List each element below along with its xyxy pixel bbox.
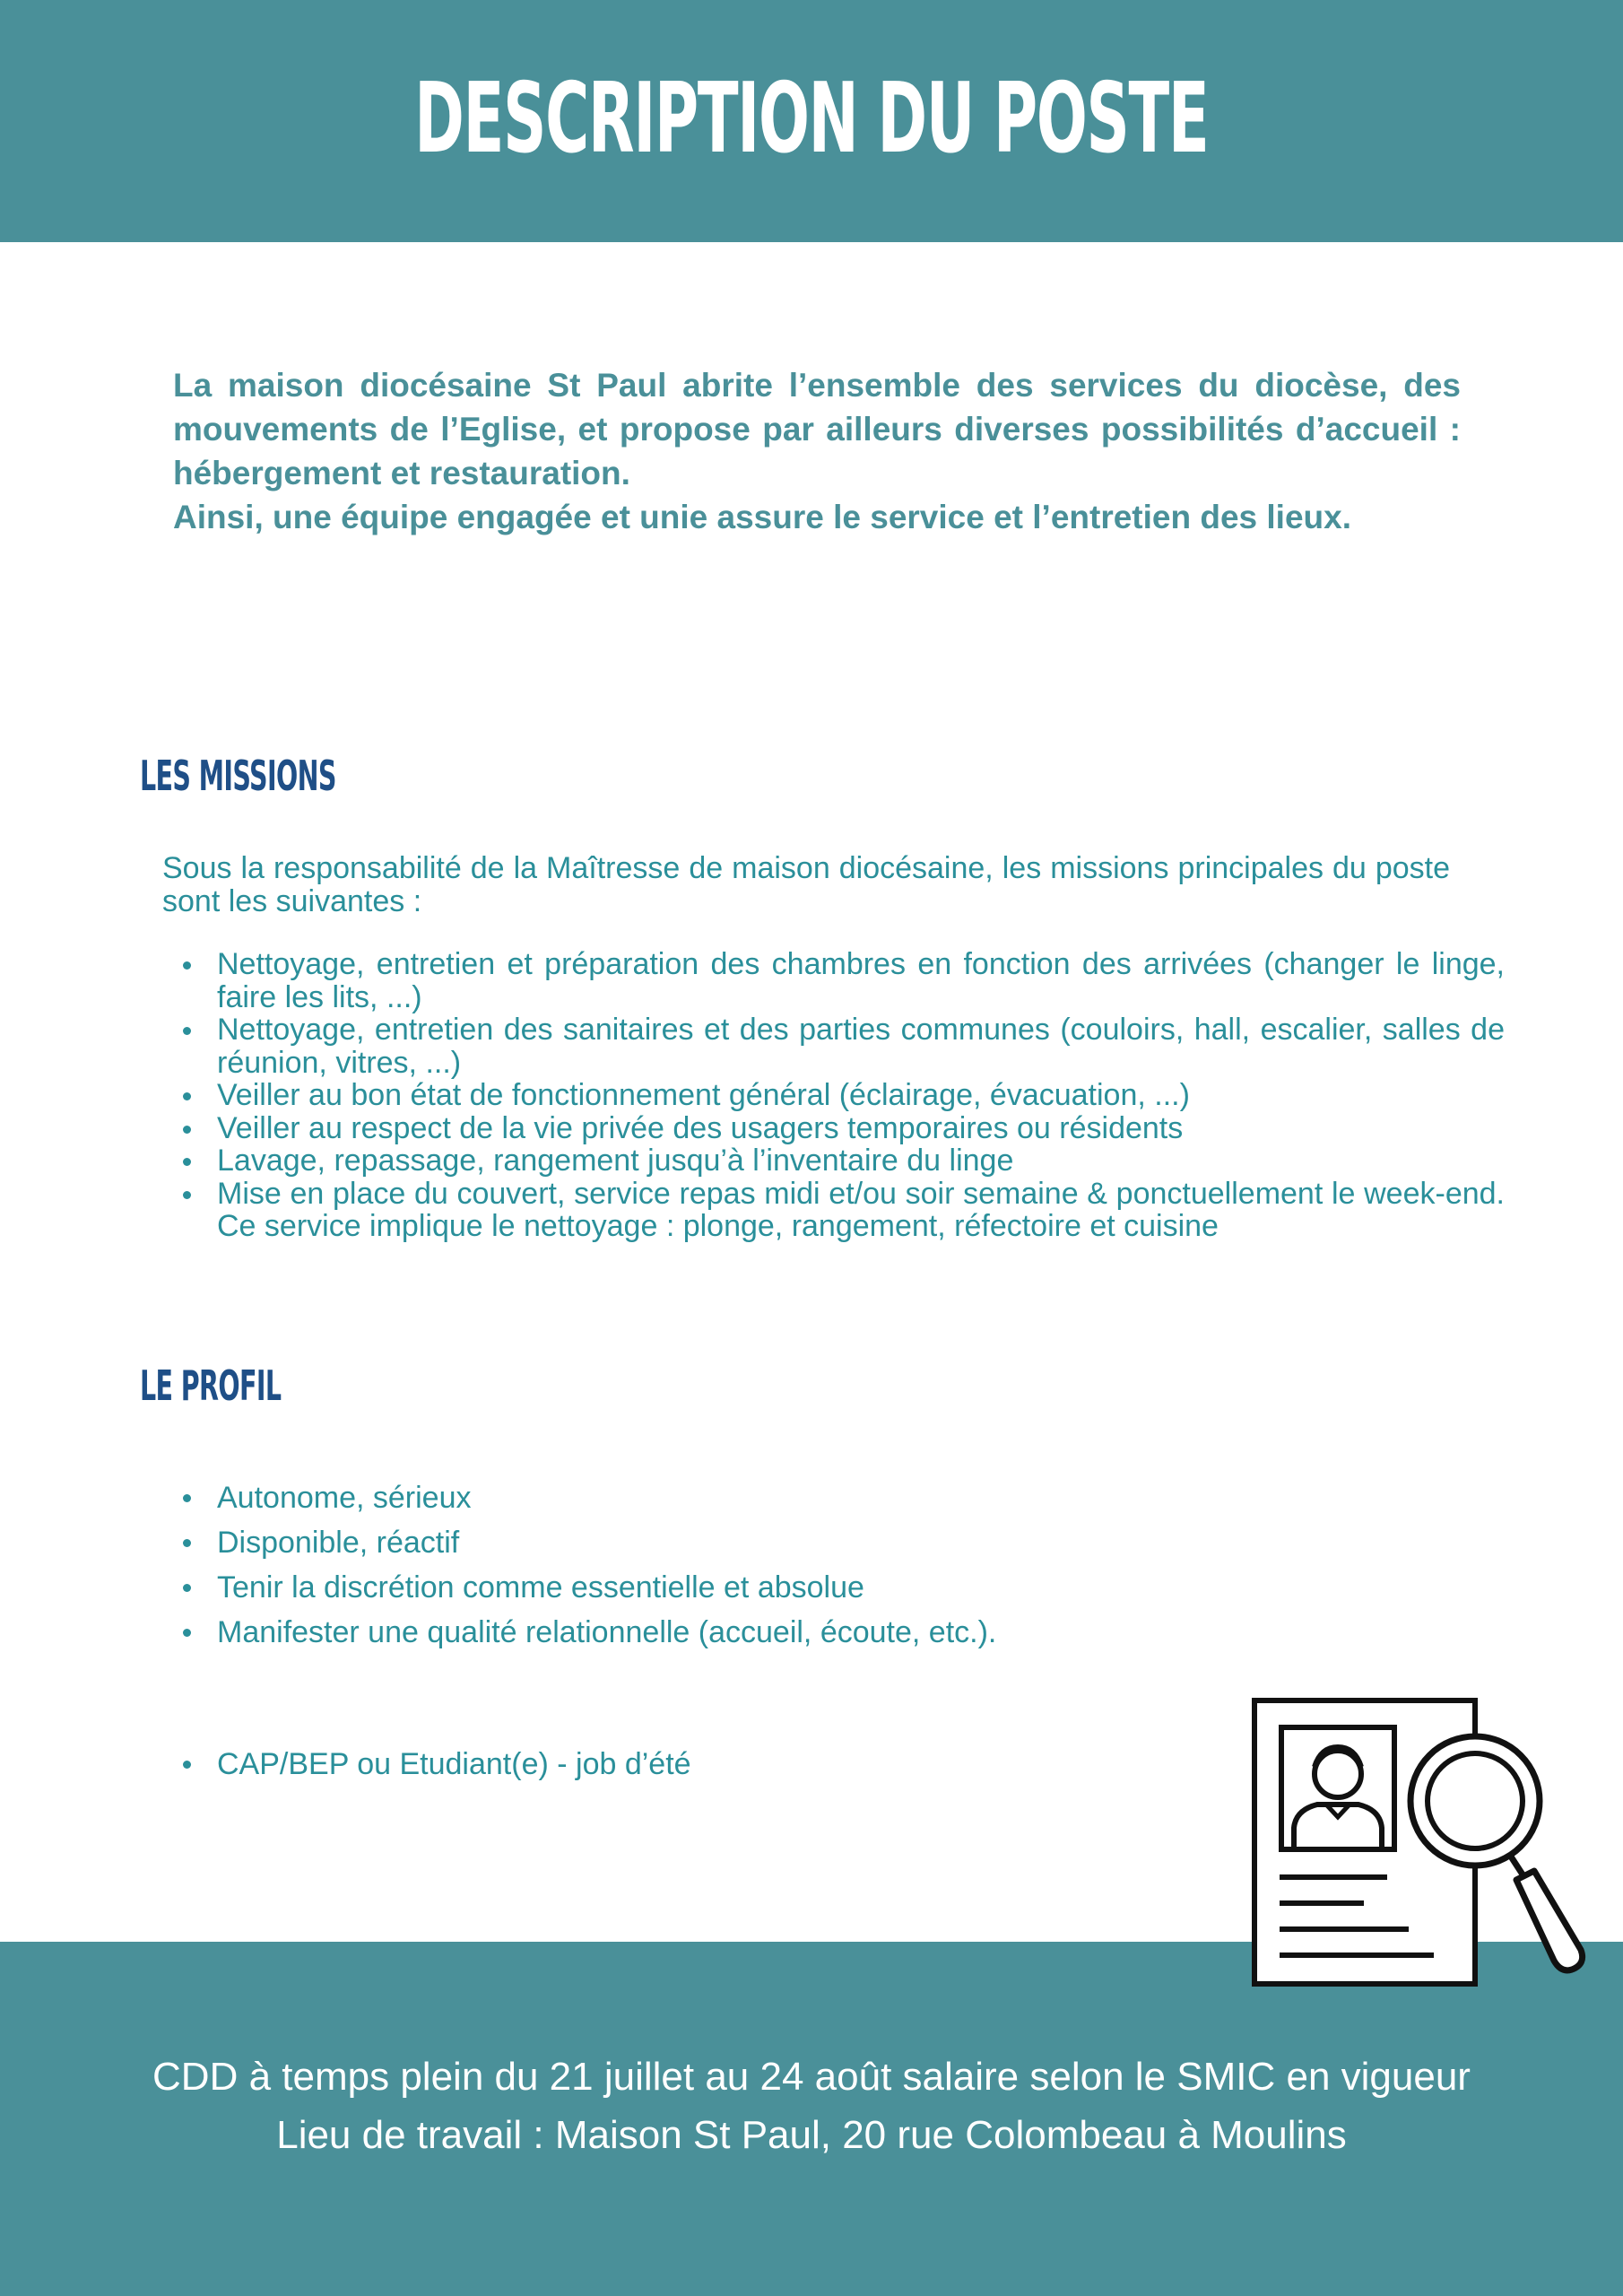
list-item: Lavage, repassage, rangement jusqu’à l’inventaire du linge: [217, 1144, 1505, 1178]
qualification-list: [162, 1742, 1383, 1787]
list-item: Nettoyage, entretien des sanitaires et des parties communes (couloirs, hall, escalier, salles de réunion, vitres, ...): [217, 1013, 1505, 1080]
resume-magnifier-icon: [1249, 1695, 1590, 1991]
intro-paragraph-1: La maison diocésaine St Paul abrite l’ensemble des services du diocèse, des mouvements de l’Eglise, et propose par ailleurs diverses possibilités d’accueil : hébergement et restauration.: [173, 367, 1461, 491]
list-item: CAP/BEP ou Etudiant(e) - job d’été: [217, 1742, 1383, 1787]
work-location: Lieu de travail : Maison St Paul, 20 rue Colombeau à Moulins: [276, 2113, 1347, 2157]
list-item: Autonome, sérieux: [217, 1475, 1383, 1520]
list-item: Disponible, réactif: [217, 1520, 1383, 1565]
list-item: Mise en place du couvert, service repas midi et/ou soir semaine & ponctuellement le week-end. Ce service implique le nettoyage : plonge, rangement, réfectoire et cuisine: [217, 1176, 1505, 1243]
footer-text: [0, 2048, 1623, 2164]
list-item: Tenir la discrétion comme essentielle et absolue: [217, 1565, 1383, 1610]
list-item: Nettoyage, entretien et préparation des chambres en fonction des arrivées (changer le linge, faire les lits, ...): [217, 947, 1505, 1014]
missions-heading: LES MISSIONS: [140, 752, 336, 800]
list-item: Manifester une qualité relationnelle (accueil, écoute, etc.).: [217, 1610, 1383, 1655]
contract-info: CDD à temps plein du 21 juillet au 24 août salaire selon le SMIC en vigueur: [152, 2055, 1471, 2099]
profil-list: [162, 1475, 1383, 1655]
intro-paragraph-2: Ainsi, une équipe engagée et unie assure le service et l’entretien des lieux.: [173, 499, 1351, 535]
list-item: Veiller au respect de la vie privée des usagers temporaires ou résidents: [217, 1112, 1505, 1145]
header-banner: [0, 0, 1623, 242]
missions-intro: Sous la responsabilité de la Maîtresse de maison diocésaine, les missions principales du poste sont les suivantes :: [162, 851, 1450, 918]
list-item: Veiller au bon état de fonctionnement général (éclairage, évacuation, ...): [217, 1079, 1505, 1112]
profil-heading: LE PROFIL: [140, 1361, 282, 1410]
missions-list: [162, 948, 1505, 1243]
page-title: DESCRIPTION DU POSTE: [414, 62, 1209, 175]
intro-text: [173, 363, 1461, 539]
